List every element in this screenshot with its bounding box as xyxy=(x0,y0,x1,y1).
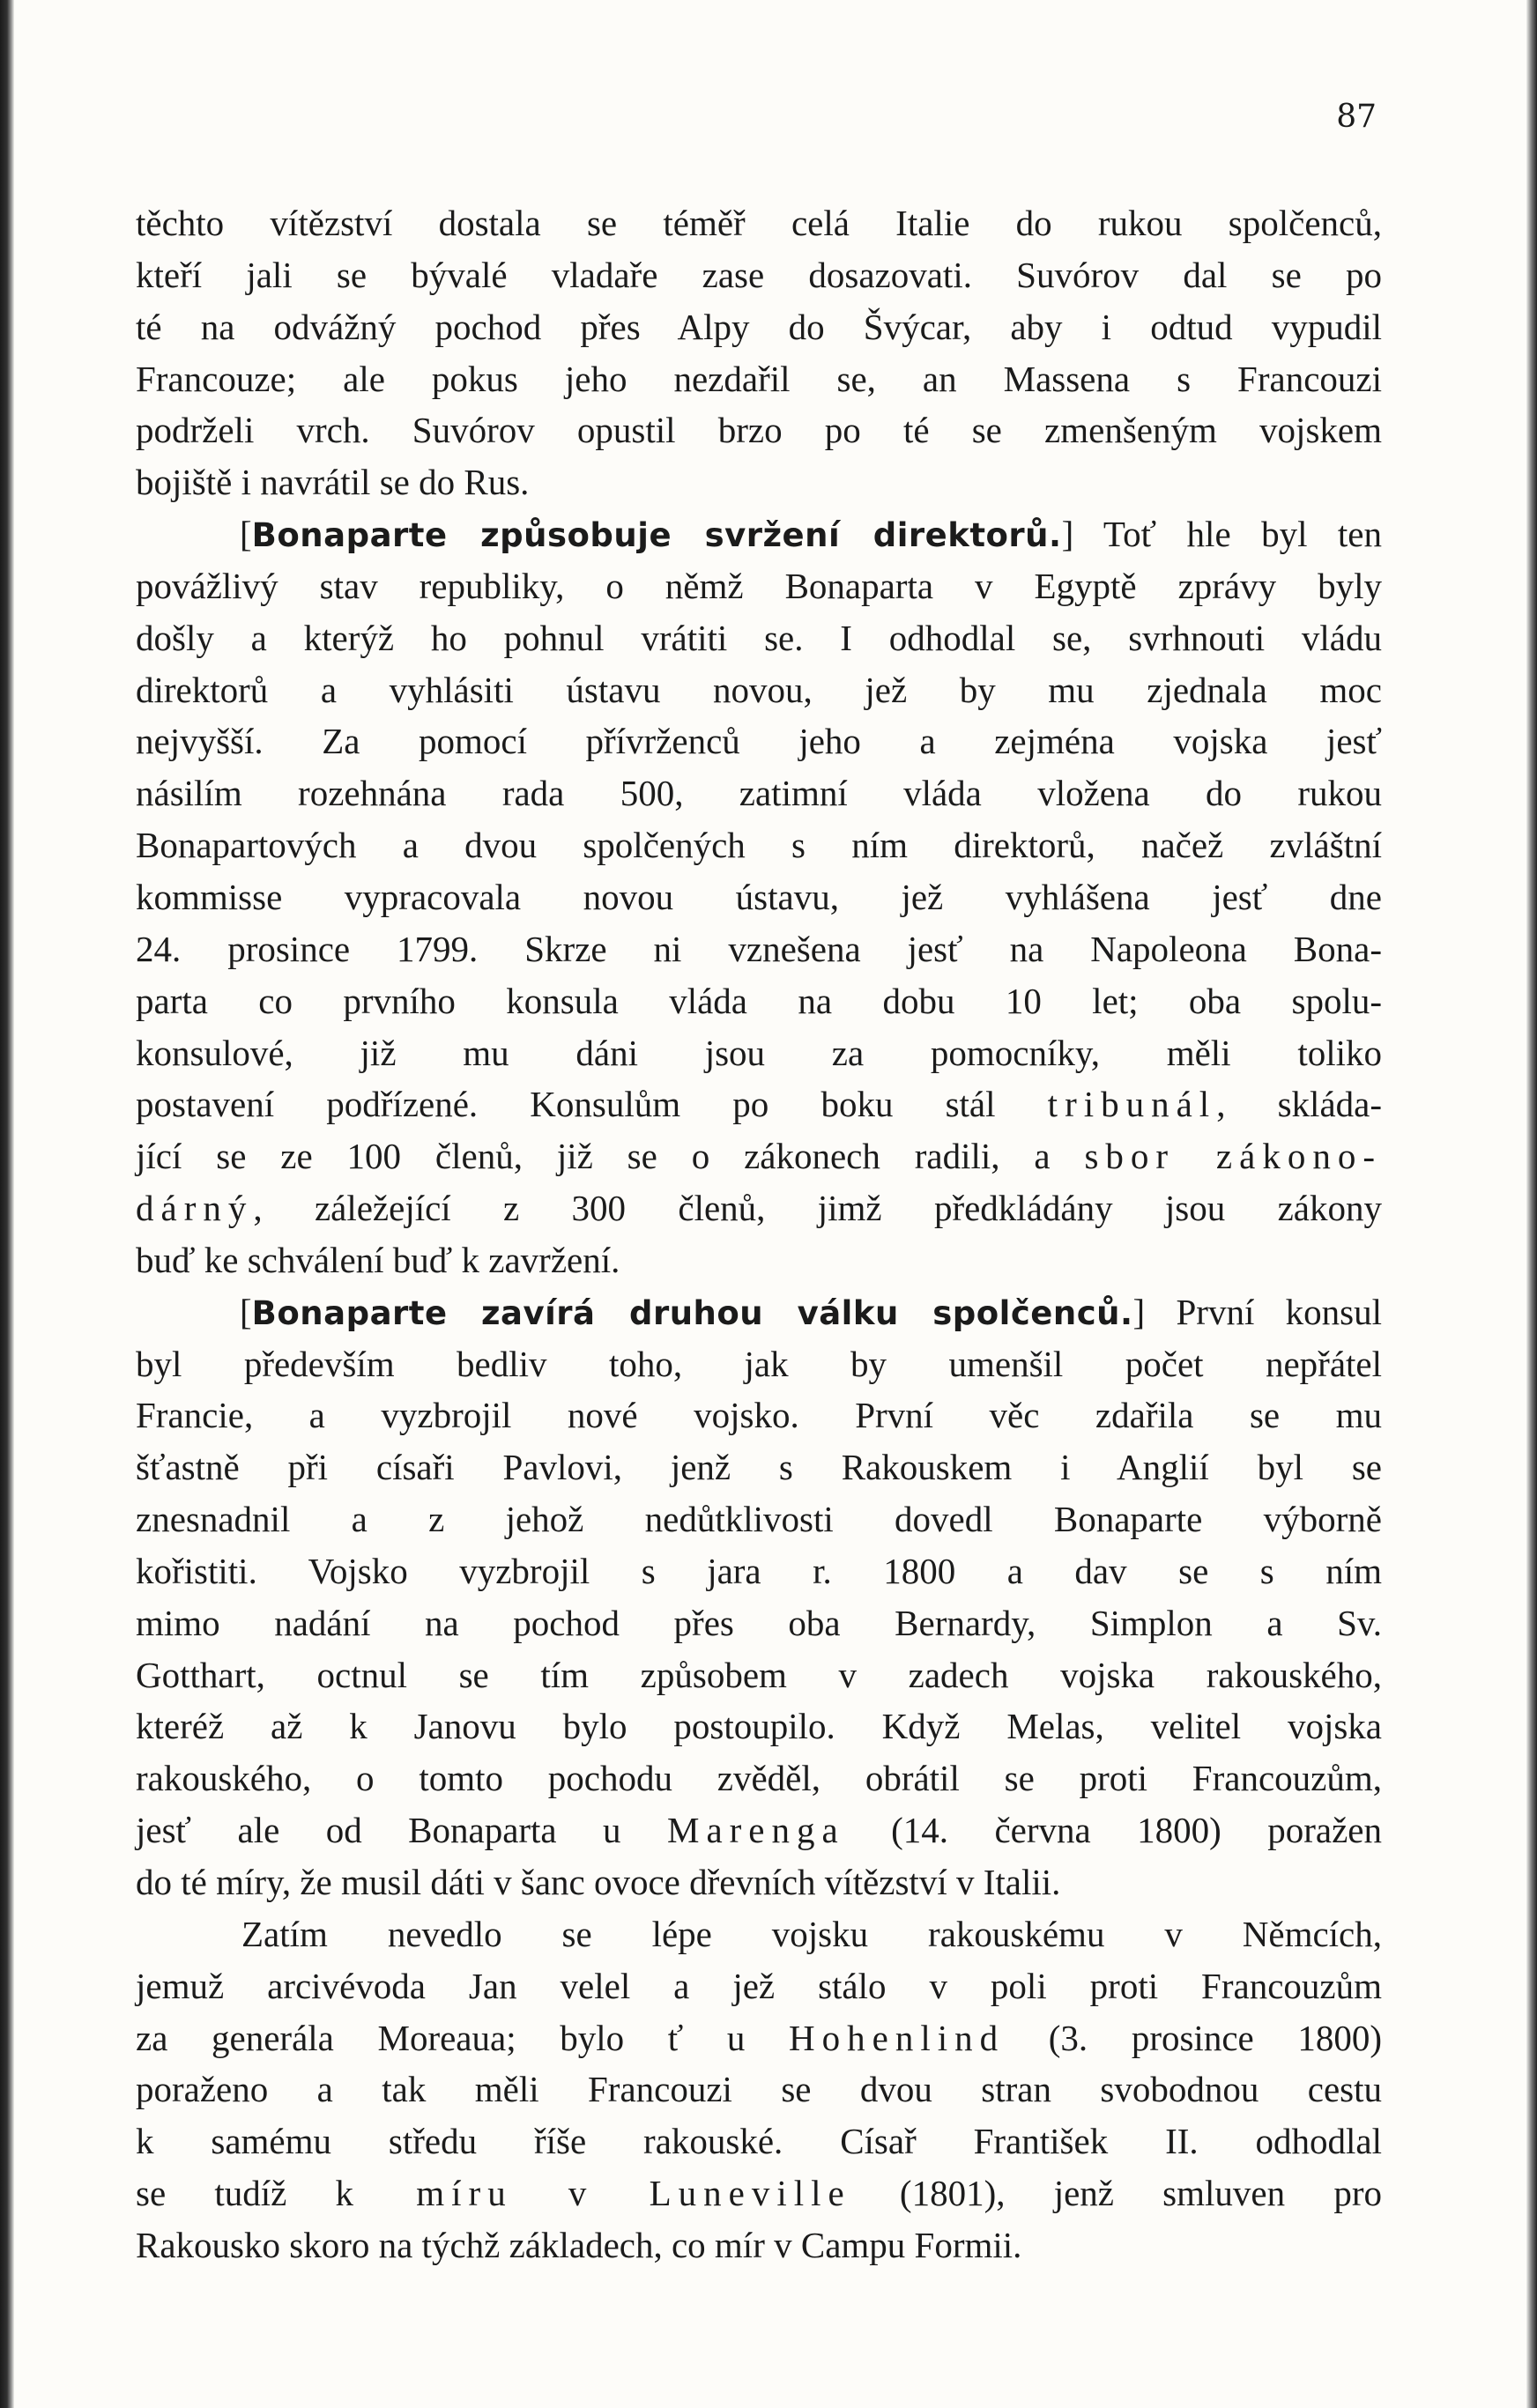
text-line: násilím rozehnána rada 500, zatimní vláda vložena do rukou xyxy=(136,773,1382,814)
emphasis-luneville: k míru v Luneville xyxy=(335,2173,851,2214)
text-line: bojiště i navrátil se do Rus. xyxy=(136,462,530,503)
text-line: direktorů a vyhlásiti ústavu novou, jež by mu zjednala moc xyxy=(136,669,1382,710)
page-number: 87 xyxy=(1336,99,1377,135)
text-line: Francie, a vyzbrojil nové vojsko. První věc zdařila se mu xyxy=(136,1395,1382,1436)
text-fragment: (1801), jenž smluven pro xyxy=(850,2173,1382,2214)
text-line: Gotthart, octnul se tím způsobem v zadech vojska rakouského, xyxy=(136,1654,1382,1695)
text-line: Bonapartových a dvou spolčených s ním direktorů, načež zvláštní xyxy=(136,825,1382,866)
text-line: byl především bedliv toho, jak by umenšil počet nepřátel xyxy=(136,1343,1382,1384)
text-line: kteří jali se bývalé vladaře zase dosazovati. Suvórov dal se po xyxy=(136,254,1382,295)
text-line: podrželi vrch. Suvórov opustil brzo po té se zmenšeným vojskem xyxy=(136,410,1382,451)
text-line: té na odvážný pochod přes Alpy do Švýcar, aby i odtud vypudil xyxy=(136,306,1382,347)
text-line: těchto vítězství dostala se téměř celá Italie do rukou spolčenců, xyxy=(136,203,1382,243)
heading-bracket-open: [ xyxy=(240,1291,252,1332)
text-line: rakouského, o tomto pochodu zvěděl, obrátil se proti Francouzům, xyxy=(136,1758,1382,1799)
text-fragment: se tudíž xyxy=(136,2173,336,2214)
text-line: poraženo a tak měli Francouzi se dvou stran svobodnou cestu xyxy=(136,2069,1382,2110)
paragraph-first-line: Zatím nevedlo se lépe vojsku rakouskému v Němcích, xyxy=(241,1913,1382,1954)
text-line: znesnadnil a z jehož nedůtklivosti dovedl Bonaparte výborně xyxy=(136,1499,1382,1540)
text-line: do té míry, že musil dáti v šanc ovoce dřevních vítězství v Italii. xyxy=(136,1862,1061,1902)
text-line: Francouze; ale pokus jeho nezdařil se, an Massena s Francouzi xyxy=(136,358,1382,399)
text-line: Rakousko skoro na týchž základech, co mír v Campu Formii. xyxy=(136,2224,1022,2265)
text-fragment: jící se ze 100 členů, již se o zákonech radili, a xyxy=(136,1136,1085,1177)
text-line: parta co prvního konsula vláda na dobu 10 let; oba spolu- xyxy=(136,980,1382,1021)
text-line: 24. prosince 1799. Skrze ni vznešena jesť na Napoleona Bona- xyxy=(136,928,1382,969)
heading-run-in-text: Toť hle byl ten xyxy=(1073,514,1382,555)
section-heading-bonaparte-direktori: Bonaparte způsobuje svržení direktorů. xyxy=(251,516,1062,555)
text-fragment: jesť ale od Bonaparta u xyxy=(136,1810,667,1851)
emphasis-tribunal: tribunál xyxy=(1047,1084,1217,1125)
page-edge-shadow-right xyxy=(1526,0,1537,2408)
emphasis-darny: dárný xyxy=(136,1188,254,1229)
text-line: došly a kterýž ho pohnul vrátiti se. I odhodlal se, svrhnouti vládu xyxy=(136,617,1382,658)
text-line xyxy=(136,2012,1382,2064)
text-line: povážlivý stav republiky, o němž Bonaparta v Egyptě zprávy byly xyxy=(136,565,1382,606)
text-line xyxy=(136,1804,1382,1856)
text-line xyxy=(136,1078,1382,1130)
page-edge-shadow-left xyxy=(0,0,14,2408)
section-heading-druha-valka: Bonaparte zavírá druhou válku spolčenců. xyxy=(251,1293,1133,1332)
section-heading-line xyxy=(136,1286,1382,1338)
section-heading-line xyxy=(136,508,1382,560)
text-line xyxy=(136,2167,1382,2219)
text-fragment: , skláda- xyxy=(1216,1084,1382,1125)
text-line xyxy=(136,1182,1382,1234)
emphasis-hohenlind: Hohenlind xyxy=(789,2017,1006,2058)
text-fragment: za generála Moreaua; bylo ť u xyxy=(136,2017,790,2058)
text-line: buď ke schválení buď k zavržení. xyxy=(136,1239,620,1280)
text-line: kommisse vypracovala novou ústavu, jež vyhlášena jesť dne xyxy=(136,876,1382,917)
heading-run-in-text: První konsul xyxy=(1145,1291,1382,1332)
text-line: kteréž až k Janovu bylo postoupilo. Když Melas, velitel vojska xyxy=(136,1706,1382,1747)
emphasis-marenga: Marenga xyxy=(667,1810,845,1851)
text-fragment: (14. června 1800) poražen xyxy=(844,1810,1382,1851)
text-line: kořistiti. Vojsko vyzbrojil s jara r. 1800 a dav se s ním xyxy=(136,1550,1382,1591)
text-fragment: (3. prosince 1800) xyxy=(1005,2017,1382,2058)
text-fragment: , záležející z 300 členů, jimž předkládány jsou zákony xyxy=(253,1188,1382,1229)
text-line: mimo nadání na pochod přes oba Bernardy, Simplon a Sv. xyxy=(136,1602,1382,1643)
body-text xyxy=(136,197,1382,2271)
emphasis-sbor: sbor zákono- xyxy=(1084,1136,1382,1177)
text-line: jemuž arcivévoda Jan velel a jež stálo v poli proti Francouzům xyxy=(136,1965,1382,2006)
text-line xyxy=(136,1130,1382,1182)
heading-bracket-close: ] xyxy=(1132,1291,1146,1332)
heading-bracket-open: [ xyxy=(240,514,252,555)
heading-bracket-close: ] xyxy=(1061,514,1074,555)
text-line: šťastně při císaři Pavlovi, jenž s Rakouskem i Anglií byl se xyxy=(136,1447,1382,1488)
text-line: nejvyšší. Za pomocí přívrženců jeho a zejména vojska jesť xyxy=(136,721,1382,762)
text-line: konsulové, již mu dáni jsou za pomocníky, měli toliko xyxy=(136,1032,1382,1073)
text-line: k samému středu říše rakouské. Císař František II. odhodlal xyxy=(136,2121,1382,2162)
text-fragment: postavení podřízené. Konsulům po boku stál xyxy=(136,1084,1048,1125)
